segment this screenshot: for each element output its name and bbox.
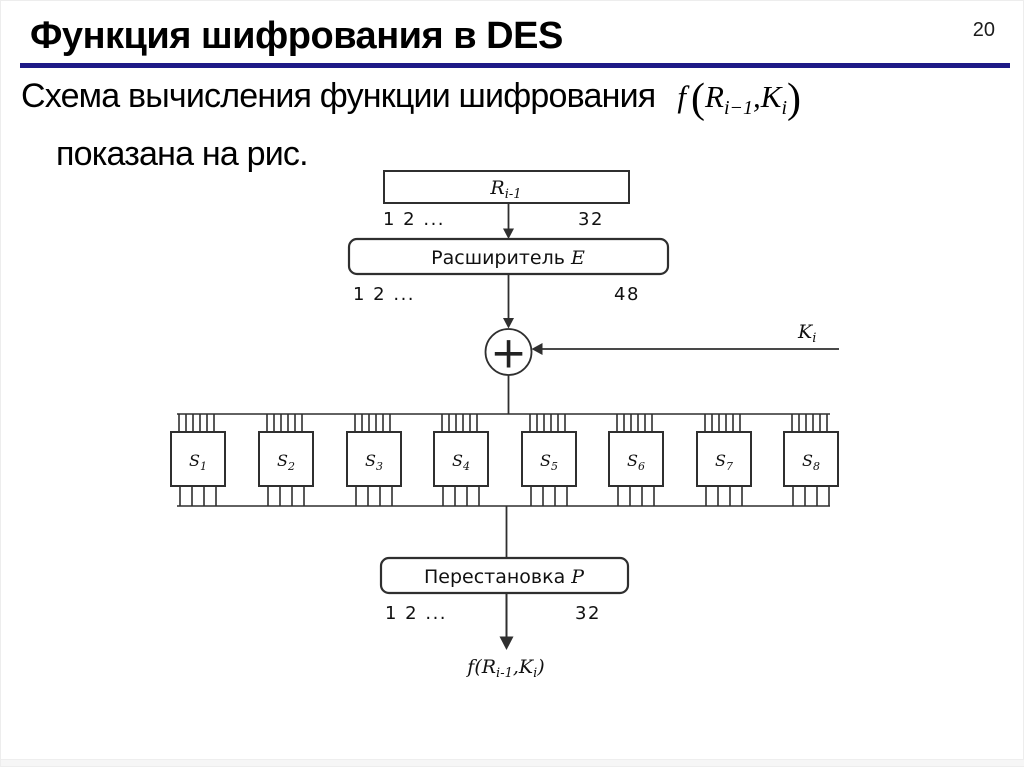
intro-line-1: Схема вычисления функции шифрования bbox=[21, 77, 656, 115]
des-f-function-diagram bbox=[1, 161, 1024, 701]
expander-bits-left: 1 2 ... bbox=[353, 284, 416, 305]
sbox-label-6: $S_6$ bbox=[627, 451, 645, 473]
sbox-label-3: $S_3$ bbox=[365, 451, 383, 473]
formula-k: K bbox=[760, 79, 782, 114]
expander-label: Расширитель E bbox=[431, 247, 585, 269]
formula-close-paren: ) bbox=[787, 76, 801, 122]
sbox-row bbox=[171, 414, 838, 506]
sbox-label-8: $S_8$ bbox=[802, 451, 820, 473]
r-bits-right: 32 bbox=[578, 209, 604, 230]
title-underline-rule bbox=[20, 63, 1010, 68]
slide-page-number: 20 bbox=[972, 19, 995, 41]
sbox-label-7: $S_7$ bbox=[715, 451, 733, 473]
slide-bottom-edge bbox=[1, 759, 1024, 766]
key-to-xor-arrowhead-icon bbox=[532, 343, 543, 355]
xor-plus-icon: + bbox=[490, 327, 527, 379]
formula-k-subscript: i bbox=[781, 97, 787, 119]
formula-comma: , bbox=[753, 79, 761, 114]
r-bits-left: 1 2 ... bbox=[383, 209, 446, 230]
permutation-bits-right: 32 bbox=[575, 603, 601, 624]
encryption-function-formula bbox=[677, 74, 801, 131]
formula-r: R bbox=[705, 79, 724, 114]
permutation-label: Перестановка P bbox=[423, 566, 585, 588]
page-title: Функция шифрования в DES bbox=[30, 15, 563, 57]
formula-f: f bbox=[677, 79, 686, 114]
intro-line-2: показана на рис. bbox=[56, 135, 308, 173]
sbox-label-4: $S_4$ bbox=[452, 451, 470, 473]
sbox-label-2: $S_2$ bbox=[277, 451, 295, 473]
permutation-bits-left: 1 2 ... bbox=[385, 603, 448, 624]
r-to-expander-arrowhead-icon bbox=[503, 229, 514, 240]
formula-open-paren: ( bbox=[691, 76, 705, 122]
sbox-label-5: $S_5$ bbox=[540, 451, 558, 473]
sbox-label-1: $S_1$ bbox=[189, 451, 207, 473]
output-arrowhead-icon bbox=[500, 637, 514, 651]
expander-bits-right: 48 bbox=[614, 284, 640, 305]
formula-r-subscript: i−1 bbox=[723, 97, 753, 119]
key-label: $K_i$ bbox=[798, 321, 817, 346]
r-input-label: $R_{i-1}$ bbox=[490, 177, 522, 202]
output-function-label: $f(R_{i-1},K_i)$ bbox=[467, 656, 545, 681]
